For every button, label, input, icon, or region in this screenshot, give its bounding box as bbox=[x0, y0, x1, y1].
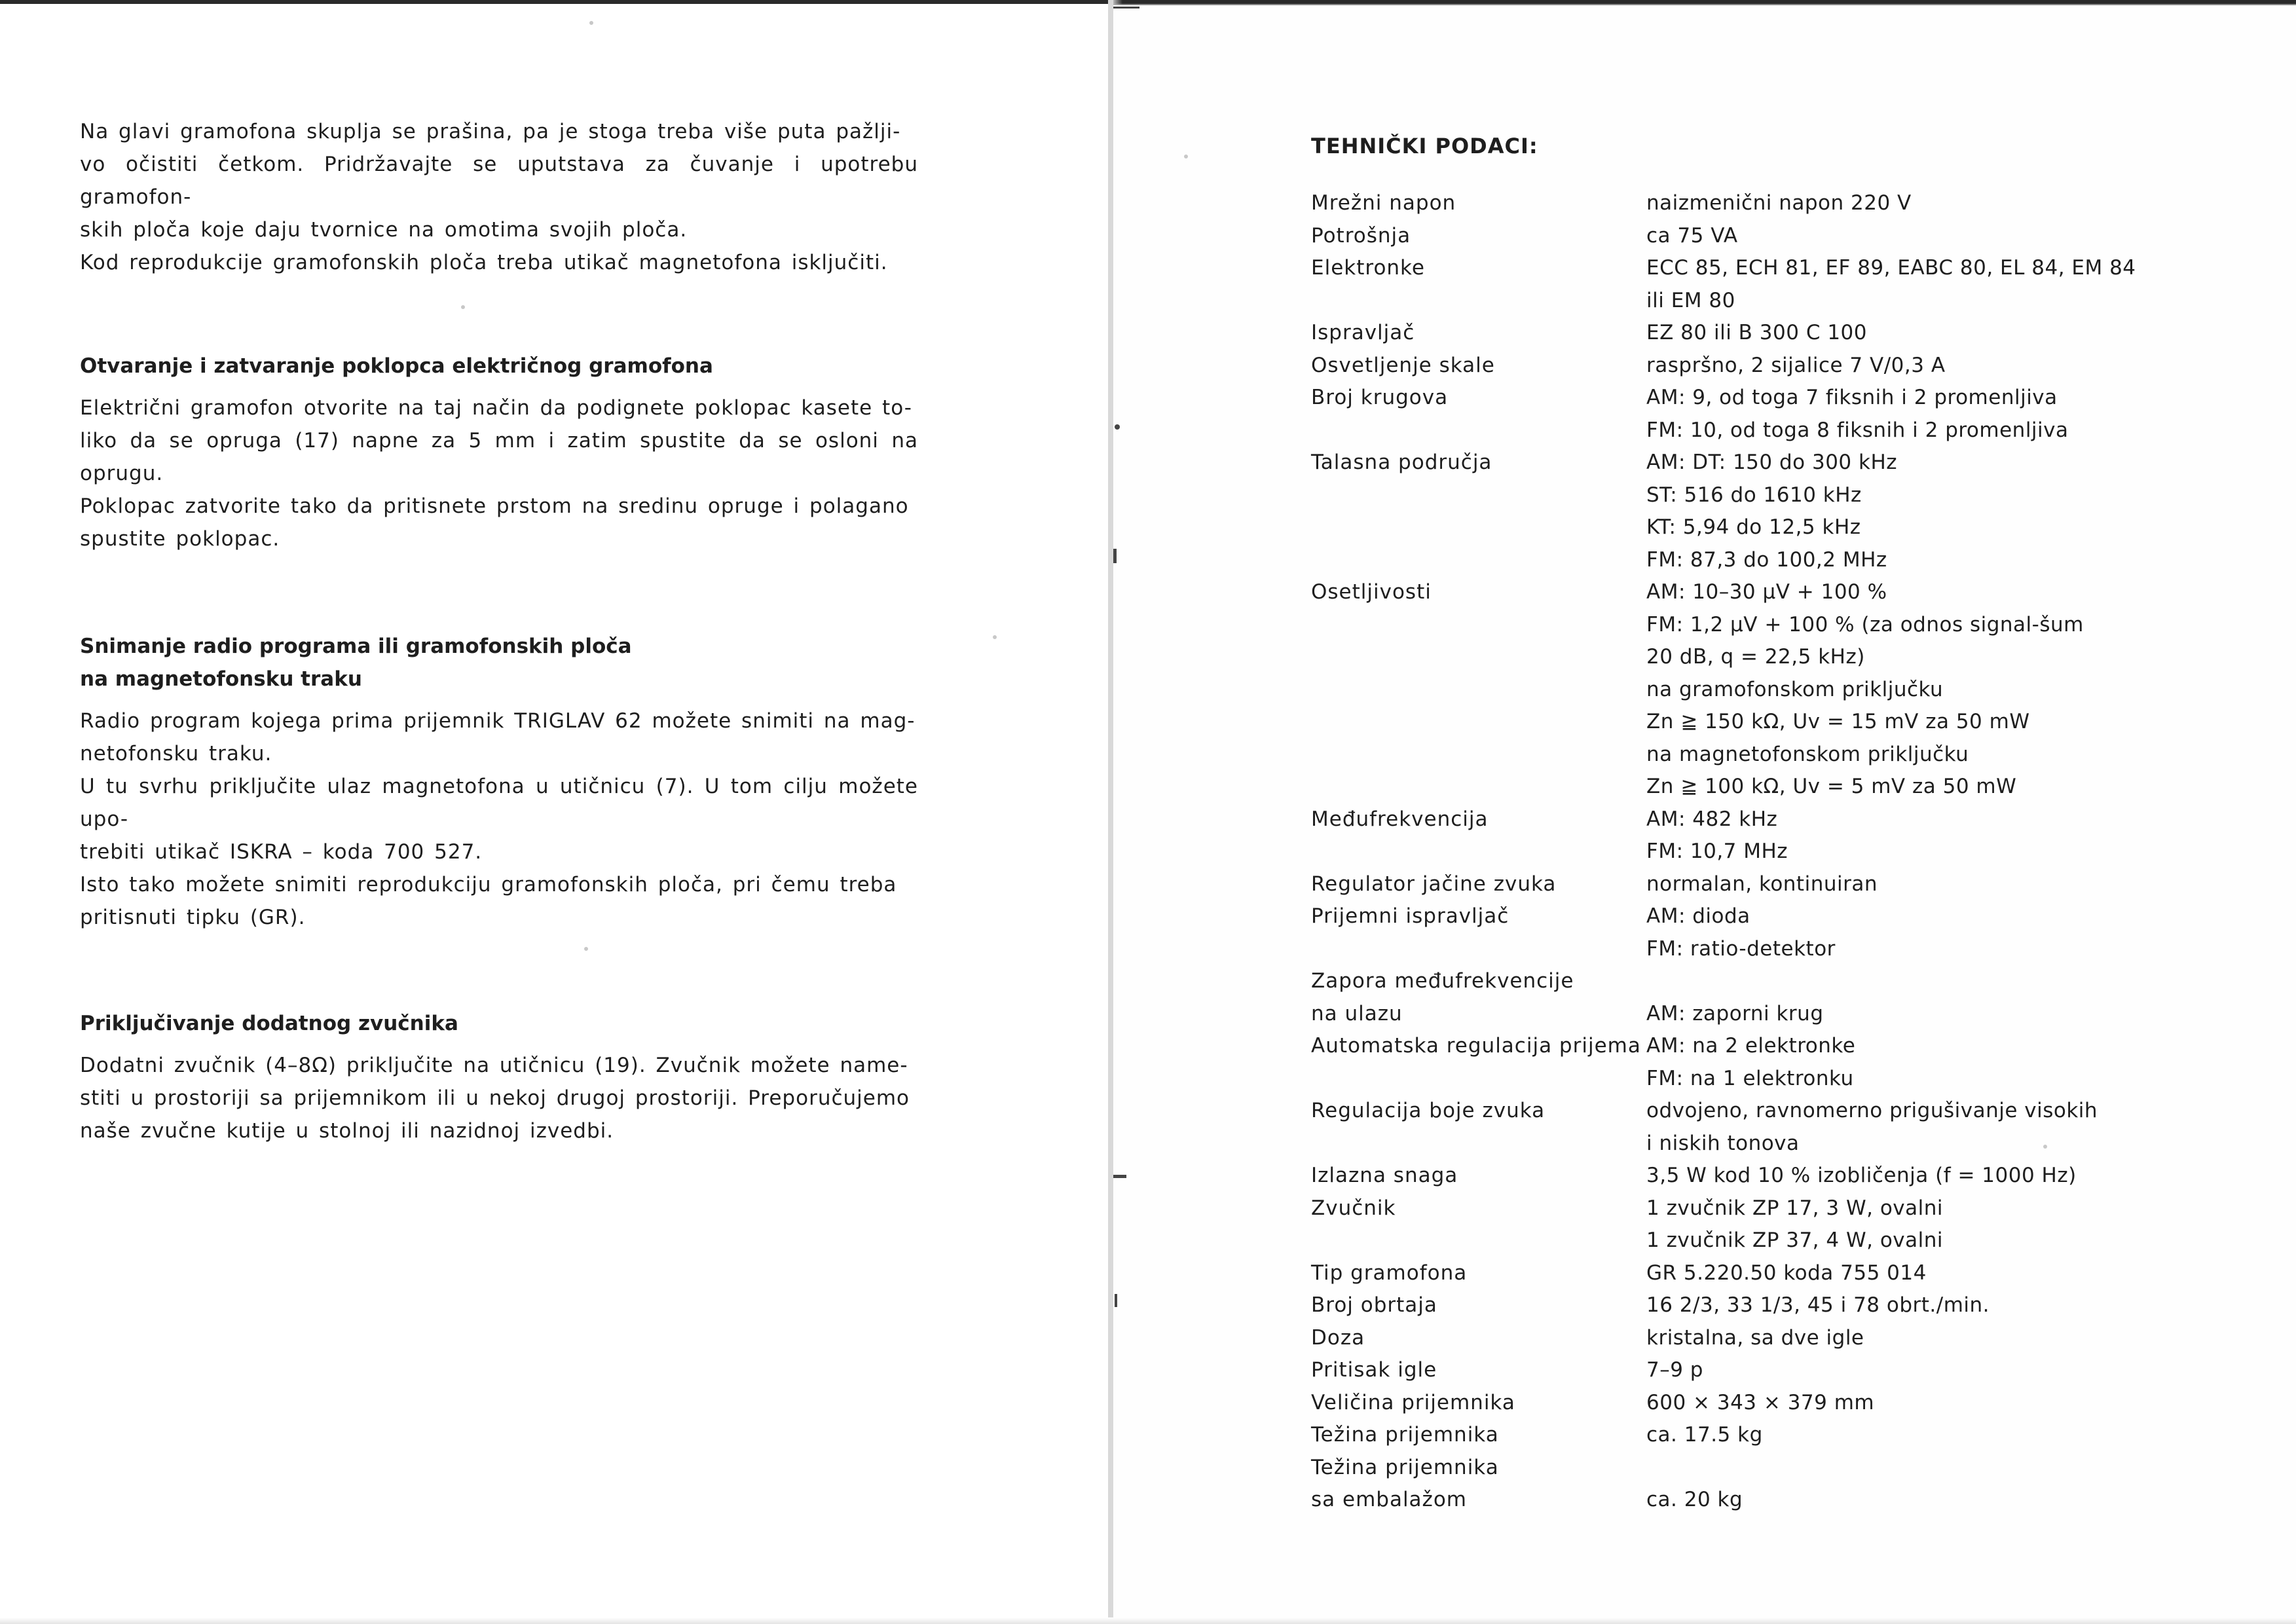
section-body: Električni gramofon otvorite na taj način da podignete poklopac kasete to- liko da se opruga (17) napne za 5 mm i zatim spustite da se osloni na oprugu. Poklopac zatvorite tako da pritisnete prstom na sredinu opruge i polagano spustite poklopac. bbox=[80, 396, 918, 551]
spec-value: ca. 20 kg bbox=[1646, 1488, 1743, 1511]
table-row bbox=[1311, 1095, 2241, 1160]
spec-label: Osvetljenje skale bbox=[1311, 353, 1495, 377]
table-row bbox=[1311, 187, 2241, 220]
table-row bbox=[1311, 447, 2241, 576]
section-opening-lid bbox=[80, 350, 918, 555]
spec-label: Prijemni ispravljač bbox=[1311, 904, 1509, 928]
spec-value: normalan, kontinuiran bbox=[1646, 872, 1878, 896]
spec-value: ECC 85, ECH 81, EF 89, EABC 80, EL 84, EM 84 ili EM 80 bbox=[1646, 256, 2136, 312]
spec-label: Broj obrtaja bbox=[1311, 1293, 1437, 1317]
spec-label: Izlazna snaga bbox=[1311, 1164, 1458, 1187]
table-row bbox=[1311, 350, 2241, 382]
paper-speck bbox=[584, 947, 588, 951]
section-heading: Snimanje radio programa ili gramofonskih ploča na magnetofonsku traku bbox=[80, 635, 632, 691]
spec-label: Pritisak igle bbox=[1311, 1358, 1437, 1382]
spec-label: Međufrekvencija bbox=[1311, 807, 1489, 831]
table-row bbox=[1311, 965, 2241, 1030]
table-row bbox=[1311, 1387, 2241, 1420]
spec-label: Tip gramofona bbox=[1311, 1261, 1468, 1285]
spec-value: 1 zvučnik ZP 17, 3 W, ovalni 1 zvučnik ZP 37, 4 W, ovalni bbox=[1646, 1196, 1944, 1252]
page-gutter bbox=[1108, 0, 1113, 1624]
table-row bbox=[1311, 317, 2241, 350]
binding-mark bbox=[1115, 1294, 1117, 1307]
spec-label: Težina prijemnika sa embalažom bbox=[1311, 1455, 1499, 1511]
section-extra-speaker bbox=[80, 1007, 918, 1147]
section-heading: Priključivanje dodatnog zvučnika bbox=[80, 1012, 458, 1035]
bottom-edge bbox=[0, 1617, 2296, 1624]
right-page bbox=[1113, 5, 2296, 1624]
binding-mark bbox=[1113, 549, 1117, 563]
spec-value: AM: 9, od toga 7 fiksnih i 2 promenljiva FM: 10, od toga 8 fiksnih i 2 promenljiva bbox=[1646, 386, 2069, 442]
spec-value: AM: na 2 elektronke FM: na 1 elektronku bbox=[1646, 1034, 1856, 1090]
binding-mark bbox=[1113, 1175, 1126, 1178]
spec-label: Ispravljač bbox=[1311, 321, 1415, 344]
spec-value: AM: 10–30 µV + 100 % FM: 1,2 µV + 100 % (za odnos signal-šum 20 dB, q = 22,5 kHz) na gramofonskom priključku Zn ≧ 150 kΩ, Uv = 15 mV za 50 mW na magnetofonskom priključku Zn ≧ 100 kΩ, Uv = 5 mV za 50 mW bbox=[1646, 580, 2084, 798]
spec-label: Doza bbox=[1311, 1325, 1365, 1350]
section-body: Radio program kojega prima prijemnik TRIGLAV 62 možete snimiti na mag- netofonsku traku. U tu svrhu priključite ulaz magnetofona u utičnicu (7). U tom cilju možete upo- trebiti utikač ISKRA – koda 700 527. Isto tako možete snimiti reprodukciju gramofonskih ploča, pri čemu treba pritisnuti tipku (GR). bbox=[80, 709, 918, 929]
table-row bbox=[1311, 1419, 2241, 1452]
table-row bbox=[1311, 1257, 2241, 1290]
intro-paragraph: Na glavi gramofona skuplja se prašina, pa je stoga treba više puta pažlji- vo očistiti četkom. Pridržavajte se uputstava za čuvanje i upotrebu gramofon- skih ploča koje daju tvornice na omotima svojih ploča. Kod reprodukcije gramofonskih ploča treba utikač magnetofona isključiti. bbox=[80, 120, 918, 274]
spec-value: naizmenični napon 220 V bbox=[1646, 191, 1912, 215]
spec-value: 16 2/3, 33 1/3, 45 i 78 obrt./min. bbox=[1646, 1293, 1990, 1317]
table-row bbox=[1311, 576, 2241, 803]
spec-label: Zapora međufrekvencije na ulazu bbox=[1311, 969, 1574, 1025]
paper-speck bbox=[993, 635, 997, 639]
spec-value: AM: 482 kHz FM: 10,7 MHz bbox=[1646, 807, 1788, 863]
paper-speck bbox=[1184, 155, 1188, 158]
paper-speck bbox=[589, 21, 593, 25]
table-row bbox=[1311, 803, 2241, 868]
table-row bbox=[1311, 1452, 2241, 1517]
spec-value: AM: DT: 150 do 300 kHz ST: 516 do 1610 kHz KT: 5,94 do 12,5 kHz FM: 87,3 do 100,2 MHz bbox=[1646, 451, 1898, 572]
spec-value: kristalna, sa dve igle bbox=[1646, 1325, 1864, 1350]
spec-value: 7–9 p bbox=[1646, 1358, 1703, 1382]
right-page-content bbox=[1311, 130, 2241, 1511]
paper-speck bbox=[461, 305, 465, 309]
section-body: Dodatni zvučnik (4–8Ω) priključite na utičnicu (19). Zvučnik možete name- stiti u prostoriji sa prijemnikom ili u nekoj drugoj prostoriji. Preporučujemo naše zvučne kutije u stolnoj ili nazidnoj izvedbi. bbox=[80, 1054, 910, 1143]
technical-data-title: TEHNIČKI PODACI: bbox=[1311, 134, 1538, 158]
spec-label: Broj krugova bbox=[1311, 386, 1449, 409]
spec-label: Regulator jačine zvuka bbox=[1311, 872, 1557, 896]
section-heading: Otvaranje i zatvaranje poklopca električnog gramofona bbox=[80, 354, 713, 378]
spec-value: GR 5.220.50 koda 755 014 bbox=[1646, 1261, 1927, 1285]
table-row bbox=[1311, 1354, 2241, 1387]
paper-speck bbox=[2043, 1145, 2047, 1149]
spec-label: Osetljivosti bbox=[1311, 580, 1432, 604]
table-row bbox=[1311, 868, 2241, 901]
binding-mark bbox=[1115, 424, 1120, 430]
spec-value: 3,5 W kod 10 % izobličenja (f = 1000 Hz) bbox=[1646, 1164, 2077, 1187]
spec-value: ca 75 VA bbox=[1646, 223, 1738, 248]
table-row bbox=[1311, 1322, 2241, 1355]
table-row bbox=[1311, 900, 2241, 965]
spec-label: Težina prijemnika bbox=[1311, 1423, 1499, 1447]
spec-label: Mrežni napon bbox=[1311, 191, 1456, 215]
spec-label: Veličina prijemnika bbox=[1311, 1390, 1515, 1414]
spec-value: EZ 80 ili B 300 C 100 bbox=[1646, 321, 1867, 344]
spec-value: ca. 17.5 kg bbox=[1646, 1423, 1763, 1447]
left-page-content bbox=[80, 115, 918, 1143]
table-row bbox=[1311, 382, 2241, 447]
table-row bbox=[1311, 1192, 2241, 1257]
spec-label: Zvučnik bbox=[1311, 1196, 1396, 1220]
spec-value: AM: dioda FM: ratio-detektor bbox=[1646, 904, 1836, 961]
table-row bbox=[1311, 1030, 2241, 1095]
spec-value: odvojeno, ravnomerno prigušivanje visokih i niskih tonova bbox=[1646, 1099, 2098, 1155]
spec-label: Automatska regulacija prijema bbox=[1311, 1034, 1641, 1058]
spec-value: AM: zaporni krug bbox=[1646, 1001, 1824, 1025]
spec-value: raspršno, 2 sijalice 7 V/0,3 A bbox=[1646, 353, 1946, 377]
spec-value: 600 × 343 × 379 mm bbox=[1646, 1390, 1875, 1414]
spec-label: Talasna područja bbox=[1311, 451, 1492, 474]
section-recording bbox=[80, 630, 918, 934]
table-row bbox=[1311, 220, 2241, 253]
spec-label: Elektronke bbox=[1311, 256, 1425, 280]
left-page bbox=[0, 5, 1108, 1624]
binding-mark bbox=[1113, 7, 1139, 9]
table-row bbox=[1311, 1289, 2241, 1322]
spec-label: Potrošnja bbox=[1311, 223, 1411, 248]
technical-data-table bbox=[1311, 187, 2241, 1517]
spec-label: Regulacija boje zvuka bbox=[1311, 1099, 1546, 1122]
table-row bbox=[1311, 1160, 2241, 1192]
table-row bbox=[1311, 252, 2241, 317]
